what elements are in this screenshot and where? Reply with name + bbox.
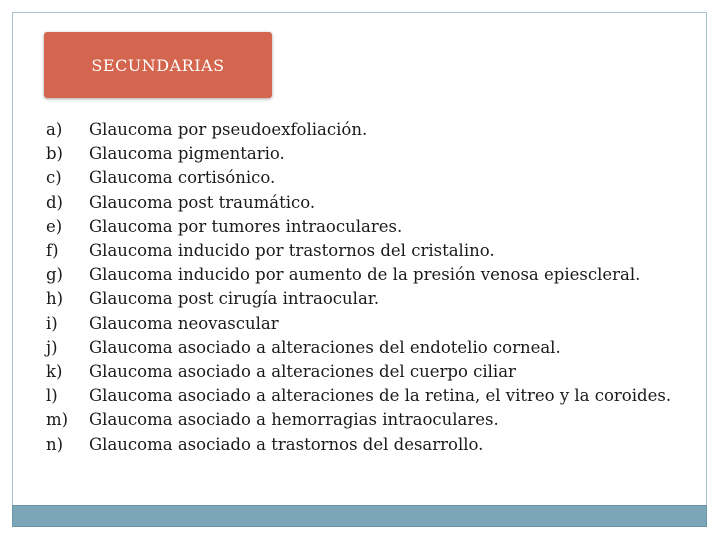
slide-title: SECUNDARIAS <box>91 55 225 75</box>
list-item-text: Glaucoma neovascular <box>89 313 279 333</box>
title-box <box>44 32 272 98</box>
list-item <box>46 118 696 142</box>
list-marker: e) <box>46 216 63 236</box>
list-item <box>46 263 696 287</box>
list-item <box>46 408 696 432</box>
list-item-text: Glaucoma asociado a hemorragias intraoculares. <box>89 410 499 430</box>
list-marker: h) <box>46 289 64 309</box>
list-marker: m) <box>46 410 69 430</box>
list-item-text: Glaucoma asociado a alteraciones del cuerpo ciliar <box>89 362 516 382</box>
list-item-text: Glaucoma inducido por trastornos del cristalino. <box>89 241 495 261</box>
list-item-text: Glaucoma por tumores intraoculares. <box>89 216 403 236</box>
list-item-text: Glaucoma post cirugía intraocular. <box>89 289 380 309</box>
list-marker: n) <box>46 434 64 454</box>
list-marker: g) <box>46 265 63 285</box>
list-marker: i) <box>46 313 58 333</box>
list-item <box>46 166 696 190</box>
list-item-text: Glaucoma inducido por aumento de la presión venosa epiescleral. <box>89 265 641 285</box>
list-marker: a) <box>46 120 63 139</box>
list-marker: j) <box>46 337 58 357</box>
list-item <box>46 336 696 360</box>
list-item <box>46 360 696 384</box>
list-item-text: Glaucoma por pseudoexfoliación. <box>89 120 368 139</box>
list-item <box>46 215 696 239</box>
list-marker: c) <box>46 168 62 188</box>
list-item-text: Glaucoma pigmentario. <box>89 144 285 164</box>
list-marker: l) <box>46 386 58 406</box>
list-marker: f) <box>46 241 59 261</box>
list-item-text: Glaucoma asociado a alteraciones de la retina, el vitreo y la coroides. <box>89 386 672 406</box>
glaucoma-list <box>46 118 696 457</box>
list-item <box>46 142 696 166</box>
list-marker: b) <box>46 144 63 164</box>
list-item <box>46 384 696 408</box>
footer-bar <box>12 505 707 527</box>
list-item <box>46 239 696 263</box>
list-marker: d) <box>46 192 63 212</box>
list-item <box>46 287 696 311</box>
list-item-text: Glaucoma asociado a trastornos del desarrollo. <box>89 434 484 454</box>
list-item-text: Glaucoma post traumático. <box>89 192 316 212</box>
list-item <box>46 433 696 457</box>
list-marker: k) <box>46 362 63 382</box>
list-item-text: Glaucoma asociado a alteraciones del endotelio corneal. <box>89 337 561 357</box>
list-item <box>46 191 696 215</box>
list-item-text: Glaucoma cortisónico. <box>89 168 276 188</box>
list-item <box>46 312 696 336</box>
